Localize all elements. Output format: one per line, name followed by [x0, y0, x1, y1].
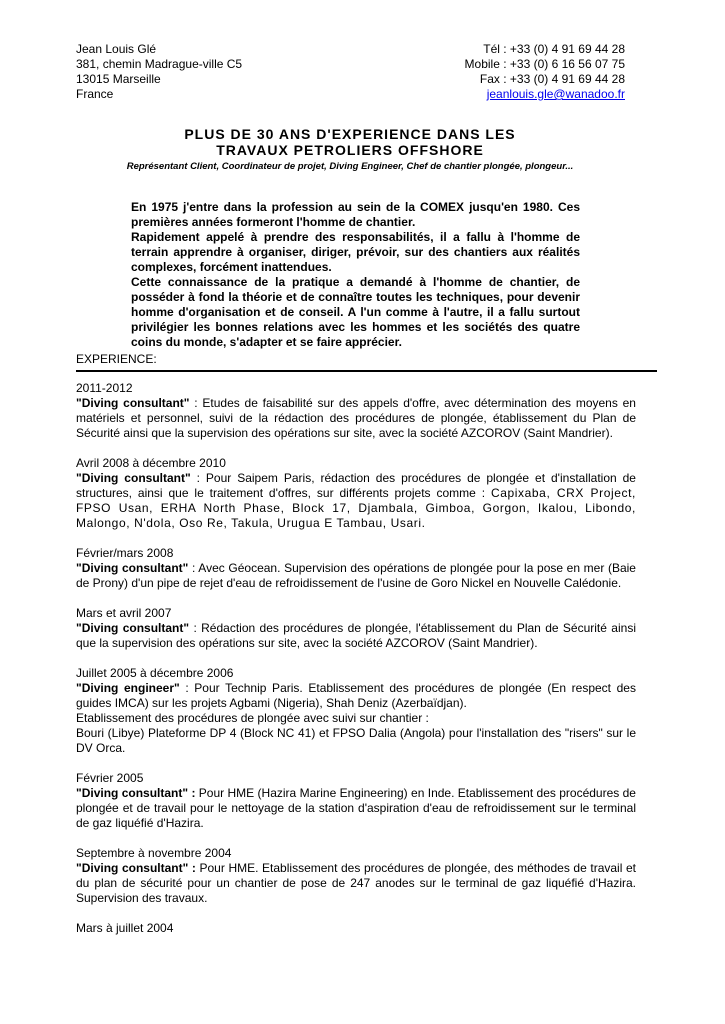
section-divider	[76, 370, 657, 372]
entry-role: "Diving consultant"	[76, 396, 190, 410]
experience-entry	[76, 846, 636, 906]
entry-date: Mars et avril 2007	[76, 606, 172, 620]
person-name: Jean Louis Glé	[76, 42, 157, 56]
contact-phone-block	[465, 42, 625, 102]
phone: Tél : +33 (0) 4 91 69 44 28	[483, 42, 625, 56]
entry-text: : Pour Technip Paris. Etablissement des procédures de plongée (En respect des guides IMCA) sur les projets Agbami (Nigeria), Shah Deniz (Azerbaïdjan).	[76, 681, 636, 710]
experience-entry	[76, 606, 636, 651]
mobile: Mobile : +33 (0) 6 16 56 07 75	[464, 57, 625, 71]
experience-entry	[76, 456, 636, 531]
experience-list	[76, 381, 636, 951]
entry-role: "Diving consultant"	[76, 621, 190, 635]
email-link[interactable]: jeanlouis.gle@wanadoo.fr	[486, 87, 625, 101]
entry-text: : Pour Saipem Paris, rédaction des procédures de plongée et d'installation de structures, ainsi que le traitement d'offres, sur différents projets comme :	[76, 471, 636, 500]
title-line-1: PLUS DE 30 ANS D'EXPERIENCE DANS LES	[184, 126, 516, 142]
entry-role: "Diving engineer"	[76, 681, 180, 695]
entry-description	[76, 786, 636, 831]
entry-date: Février/mars 2008	[76, 546, 174, 560]
entry-description	[76, 681, 636, 711]
entry-date: Avril 2008 à décembre 2010	[76, 456, 226, 470]
entry-text: : Avec Géocean. Supervision des opérations de plongée pour la pose en mer (Baie de Prony) d'un pipe de rejet d'eau de refroidissement de l'usine de Goro Nickel en Nouvelle Calédonie.	[76, 561, 636, 590]
entry-extra-line: Etablissement des procédures de plongée avec suivi sur chantier :	[76, 711, 429, 725]
entry-description	[76, 861, 636, 906]
entry-date: 2011-2012	[76, 381, 133, 395]
entry-extra-line: Bouri (Libye) Plateforme DP 4 (Block NC 41) et FPSO Dalia (Angola) pour l'installation des "risers" sur le DV Orca.	[76, 726, 636, 755]
contact-address-block	[76, 42, 242, 102]
intro-p3: Cette connaissance de la pratique a demandé à l'homme de chantier, de posséder à fond la théorie et de connaître toutes les techniques, pour devenir homme d'organisation et de conseil. A l'un comme à l'autre, il a fallu surtout privilégier les bonnes relations avec les hommes et les sociétés des quatre coins du monde, s'adapter et se faire apprécier.	[131, 275, 580, 349]
experience-entry	[76, 381, 636, 441]
entry-role: "Diving consultant"	[76, 471, 191, 485]
entry-date: Février 2005	[76, 771, 144, 785]
title-line-2: TRAVAUX PETROLIERS OFFSHORE	[216, 142, 484, 158]
intro-p1: En 1975 j'entre dans la profession au sein de la COMEX jusqu'en 1980. Ces premières années formeront l'homme de chantier.	[131, 200, 580, 229]
entry-date: Septembre à novembre 2004	[76, 846, 232, 860]
entry-description	[76, 621, 636, 651]
entry-text: : Rédaction des procédures de plongée, l'établissement du Plan de Sécurité ainsi que la supervision des opérations sur site, avec la société AZCOROV (Saint Mandrier).	[76, 621, 636, 650]
experience-entry	[76, 666, 636, 756]
entry-text: Pour HME. Etablissement des procédures de plongée, des méthodes de travail et du plan de sécurité pour un chantier de pose de 247 anodes sur le terminal de gaz liquéfié d'Hazira. Supervision des travaux.	[76, 861, 636, 905]
entry-role: "Diving consultant" :	[76, 861, 196, 875]
document-subtitle: Représentant Client, Coordinateur de projet, Diving Engineer, Chef de chantier plongée, plongeur...	[126, 161, 574, 172]
entry-description	[76, 396, 636, 441]
country: France	[76, 87, 114, 101]
experience-entry	[76, 771, 636, 831]
entry-text: : Etudes de faisabilité sur des appels d'offre, avec détermination des moyens en matériels et personnel, suivi de la rédaction des procédures de plongée, établissement du Plan de Sécurité ainsi que la supervision des opérations sur site, avec la société AZCOROV (Saint Mandrier).	[76, 396, 636, 440]
intro-p2: Rapidement appelé à prendre des responsabilités, il a fallu à l'homme de terrain apprendre à organiser, diriger, prévoir, sur des chantiers aux réalités complexes, forcément inattendues.	[131, 230, 580, 274]
fax: Fax : +33 (0) 4 91 69 44 28	[479, 72, 625, 86]
experience-entry	[76, 546, 636, 591]
experience-entry	[76, 921, 636, 936]
document-title	[76, 126, 624, 158]
address-line-1: 381, chemin Madrague-ville C5	[76, 57, 243, 71]
entry-date: Mars à juillet 2004	[76, 921, 174, 935]
entry-role: "Diving consultant" :	[76, 786, 196, 800]
entry-date: Juillet 2005 à décembre 2006	[76, 666, 234, 680]
entry-project-list: Capixaba, CRX Project, FPSO Usan, ERHA North Phase, Block 17, Djambala, Gimboa, Gorgon, Ikalou, Libondo, Malongo, N'dola, Oso Re, Takula, Urugua E Tambau, Usari.	[76, 486, 636, 530]
address-line-2: 13015 Marseille	[76, 72, 161, 86]
entry-description	[76, 561, 636, 591]
entry-text: Pour HME (Hazira Marine Engineering) en Inde. Etablissement des procédures de plongée et de travail pour le nettoyage de la station d'aspiration d'eau de refroidissement sur le terminal de gaz liquéfié d'Hazira.	[76, 786, 636, 830]
intro-paragraph	[131, 200, 580, 350]
entry-role: "Diving consultant"	[76, 561, 189, 575]
entry-description	[76, 471, 636, 531]
experience-heading: EXPERIENCE:	[76, 352, 157, 366]
